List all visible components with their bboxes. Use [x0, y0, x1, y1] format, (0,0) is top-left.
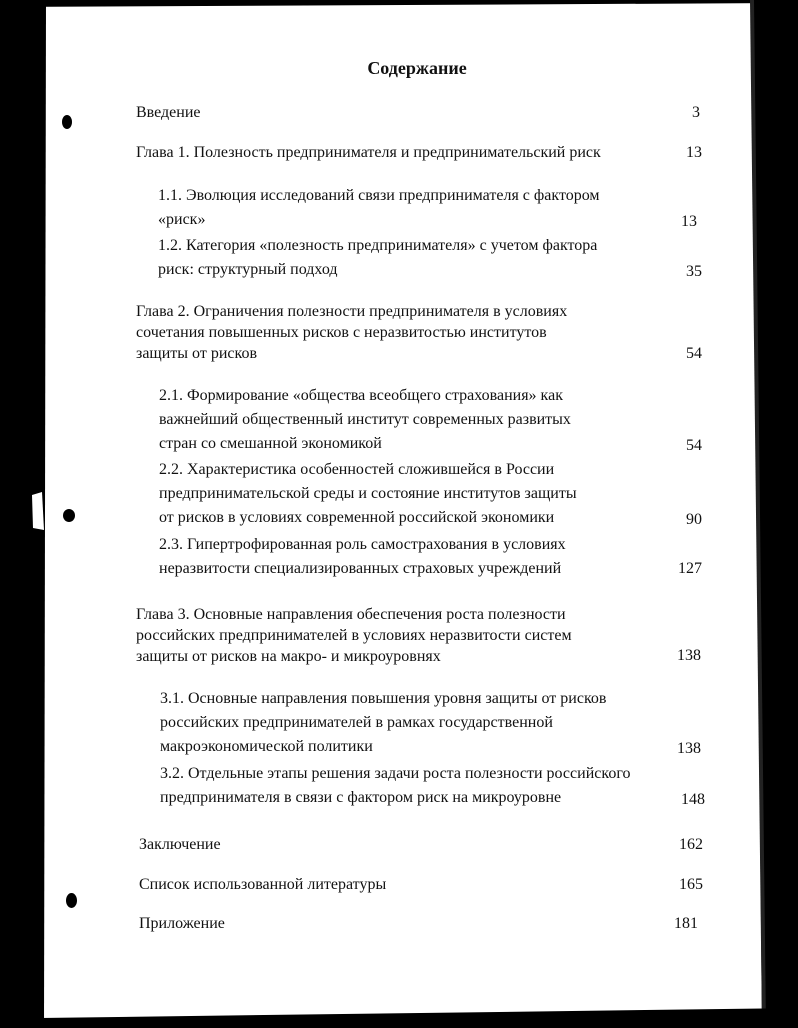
toc-entry-text: «риск»: [158, 211, 206, 228]
toc-entry-text: защиты от рисков: [136, 345, 258, 362]
toc-page-number: 35: [686, 263, 702, 280]
toc-page-number: 138: [677, 740, 701, 757]
toc-section-3-1: [160, 687, 606, 759]
toc-entry-conclusion: [139, 834, 221, 855]
toc-entry-text: стран со смешанной экономикой: [159, 435, 382, 452]
toc-entry-text: предпринимателя в связи с фактором риск на микроуровне: [160, 789, 562, 806]
toc-entry-text: 2.1. Формирование «общества всеобщего страхования» как: [159, 387, 563, 404]
toc-page-number: 3: [692, 104, 700, 121]
toc-page-number: 13: [681, 213, 697, 230]
toc-section-2-3: [159, 533, 566, 581]
toc-entry-text: Заключение: [139, 836, 221, 853]
toc-section-3-2: [160, 762, 630, 810]
toc-entry-text: Глава 1. Полезность предпринимателя и предпринимательский риск: [136, 144, 601, 161]
toc-entry-text: макроэкономической политики: [160, 738, 373, 755]
page-title: Содержание: [367, 58, 467, 78]
toc-entry-text: защиты от рисков на макро- и микроуровнях: [136, 648, 441, 665]
toc-entry-text: 3.2. Отдельные этапы решения задачи роста полезности российского: [160, 765, 631, 782]
toc-page-number: 148: [681, 791, 705, 808]
toc-entry-text: Приложение: [139, 915, 225, 932]
toc-entry-text: 2.3. Гипертрофированная роль самострахования в условиях: [159, 536, 566, 553]
toc-entry-text: от рисков в условиях современной российской экономики: [159, 509, 555, 526]
toc-entry-text: российских предпринимателей в рамках государственной: [160, 714, 553, 731]
toc-section-2-1: [159, 384, 571, 456]
toc-entry-text: сочетания повышенных рисков с неразвитостью институтов: [136, 324, 547, 341]
toc-entry-text: 1.1. Эволюция исследований связи предпринимателя с фактором: [158, 187, 600, 204]
toc-page-number: 165: [679, 876, 703, 893]
toc-section-1-2: [158, 234, 597, 282]
toc-entry-text: важнейший общественный институт современных развитых: [159, 411, 571, 428]
toc-entry-text: Глава 3. Основные направления обеспечения роста полезности: [136, 606, 566, 623]
toc-entry-text: риск: структурный подход: [158, 261, 338, 278]
toc-entry-text: Введение: [136, 104, 201, 121]
toc-entry-references: [139, 874, 386, 895]
toc-entry-text: Список использованной литературы: [139, 876, 387, 893]
toc-entry-appendix: [139, 913, 225, 934]
toc-section-1-1: [158, 184, 600, 232]
toc-page-number: 90: [686, 511, 702, 528]
toc-chapter-3: [136, 604, 572, 667]
toc-entry-intro: [136, 102, 201, 123]
toc-entry-text: Глава 2. Ограничения полезности предпринимателя в условиях: [136, 303, 568, 320]
toc-entry-text: 1.2. Категория «полезность предпринимателя» с учетом фактора: [158, 237, 598, 254]
toc-page-number: 162: [679, 836, 703, 853]
toc-entry-text: 3.1. Основные направления повышения уровня защиты от рисков: [160, 690, 607, 707]
toc-page-number: 138: [677, 647, 701, 664]
toc-entry-text: 2.2. Характеристика особенностей сложившейся в России: [159, 461, 555, 478]
toc-page-number: 127: [678, 560, 702, 577]
toc-section-2-2: [159, 458, 577, 530]
toc-entry-text: российских предпринимателей в условиях неразвитости систем: [136, 627, 572, 644]
toc-page-number: 54: [686, 437, 702, 454]
toc-chapter-1: [136, 142, 601, 163]
toc-page-number: 13: [686, 144, 702, 161]
toc-entry-text: предпринимательской среды и состояние институтов защиты: [159, 485, 577, 502]
toc-page-number: 54: [686, 345, 702, 362]
toc-chapter-2: [136, 301, 567, 364]
toc-page-number: 181: [674, 915, 698, 932]
toc-entry-text: неразвитости специализированных страховых учреждений: [159, 560, 562, 577]
